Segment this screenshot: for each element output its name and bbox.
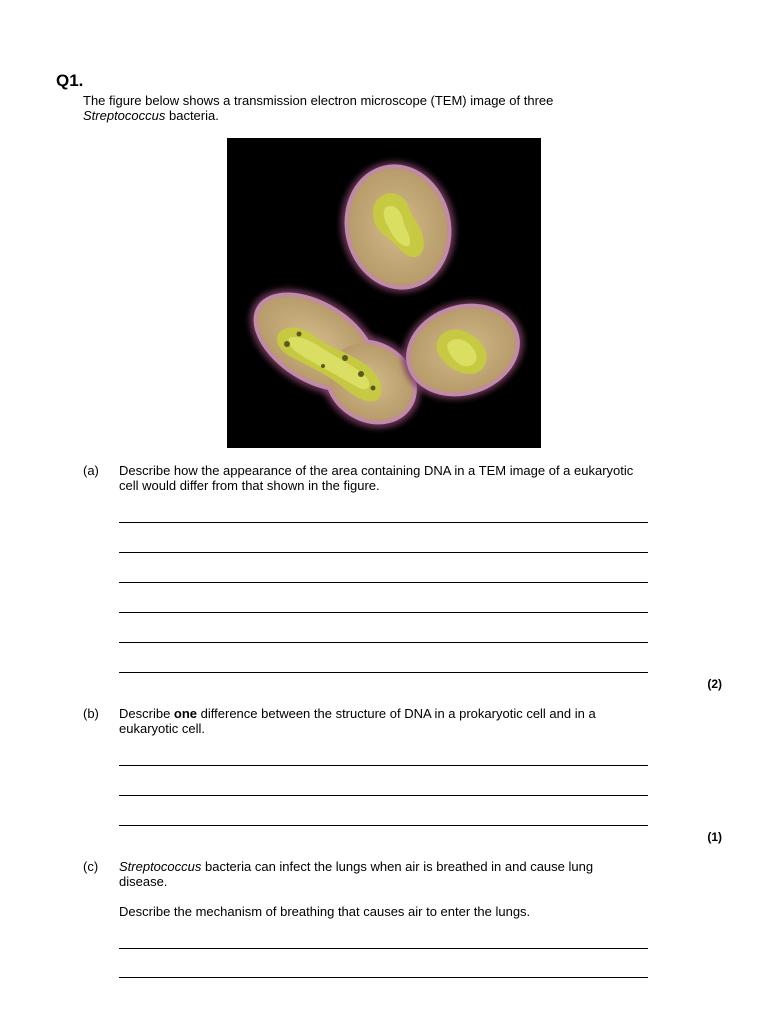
part-a-label: (a) [83, 463, 99, 478]
part-c-species: Streptococcus [119, 859, 202, 874]
part-b-question [119, 706, 689, 736]
answer-line[interactable] [119, 642, 648, 643]
answer-line[interactable] [119, 582, 648, 583]
part-a-marks: (2) [707, 677, 722, 691]
answer-line[interactable] [119, 825, 648, 826]
bacterium-top [329, 151, 468, 304]
answer-line[interactable] [119, 948, 648, 949]
part-a-question [119, 463, 689, 493]
answer-line[interactable] [119, 672, 648, 673]
bacteria-illustration [227, 138, 541, 448]
part-c-question [119, 859, 689, 889]
part-b-label: (b) [83, 706, 99, 721]
intro-line-2 [83, 108, 643, 123]
intro-line-1: The figure below shows a transmission electron microscope (TEM) image of three [83, 93, 554, 108]
part-c-label: (c) [83, 859, 99, 874]
part-b-text-bold: one [173, 706, 198, 721]
part-a-line-2: cell would differ from that shown in the figure. [119, 478, 380, 493]
part-b-line-2: eukaryotic cell. [119, 721, 205, 736]
question-intro [83, 93, 643, 123]
part-b-text-pre: Describe [119, 706, 174, 721]
answer-line[interactable] [119, 612, 648, 613]
question-number: Q1. [56, 71, 84, 90]
part-a-line-1: Describe how the appearance of the area containing DNA in a TEM image of a eukaryotic [119, 463, 634, 478]
part-b-line-1 [119, 706, 689, 721]
part-c-text-post: bacteria can infect the lungs when air is breathed in and cause lung [201, 859, 594, 874]
answer-line[interactable] [119, 522, 648, 523]
intro-species: Streptococcus [83, 108, 166, 123]
part-c-instruction: Describe the mechanism of breathing that causes air to enter the lungs. [119, 904, 531, 919]
answer-line[interactable] [119, 795, 648, 796]
part-b-text-post: difference between the structure of DNA in a prokaryotic cell and in a [197, 706, 596, 721]
answer-line[interactable] [119, 977, 648, 978]
part-c-line-1 [119, 859, 689, 874]
part-c-line-2: disease. [119, 874, 168, 889]
answer-line[interactable] [119, 552, 648, 553]
part-b-marks: (1) [707, 830, 722, 844]
tem-figure [227, 138, 541, 448]
intro-line-2-rest: bacteria. [165, 108, 219, 123]
answer-line[interactable] [119, 765, 648, 766]
